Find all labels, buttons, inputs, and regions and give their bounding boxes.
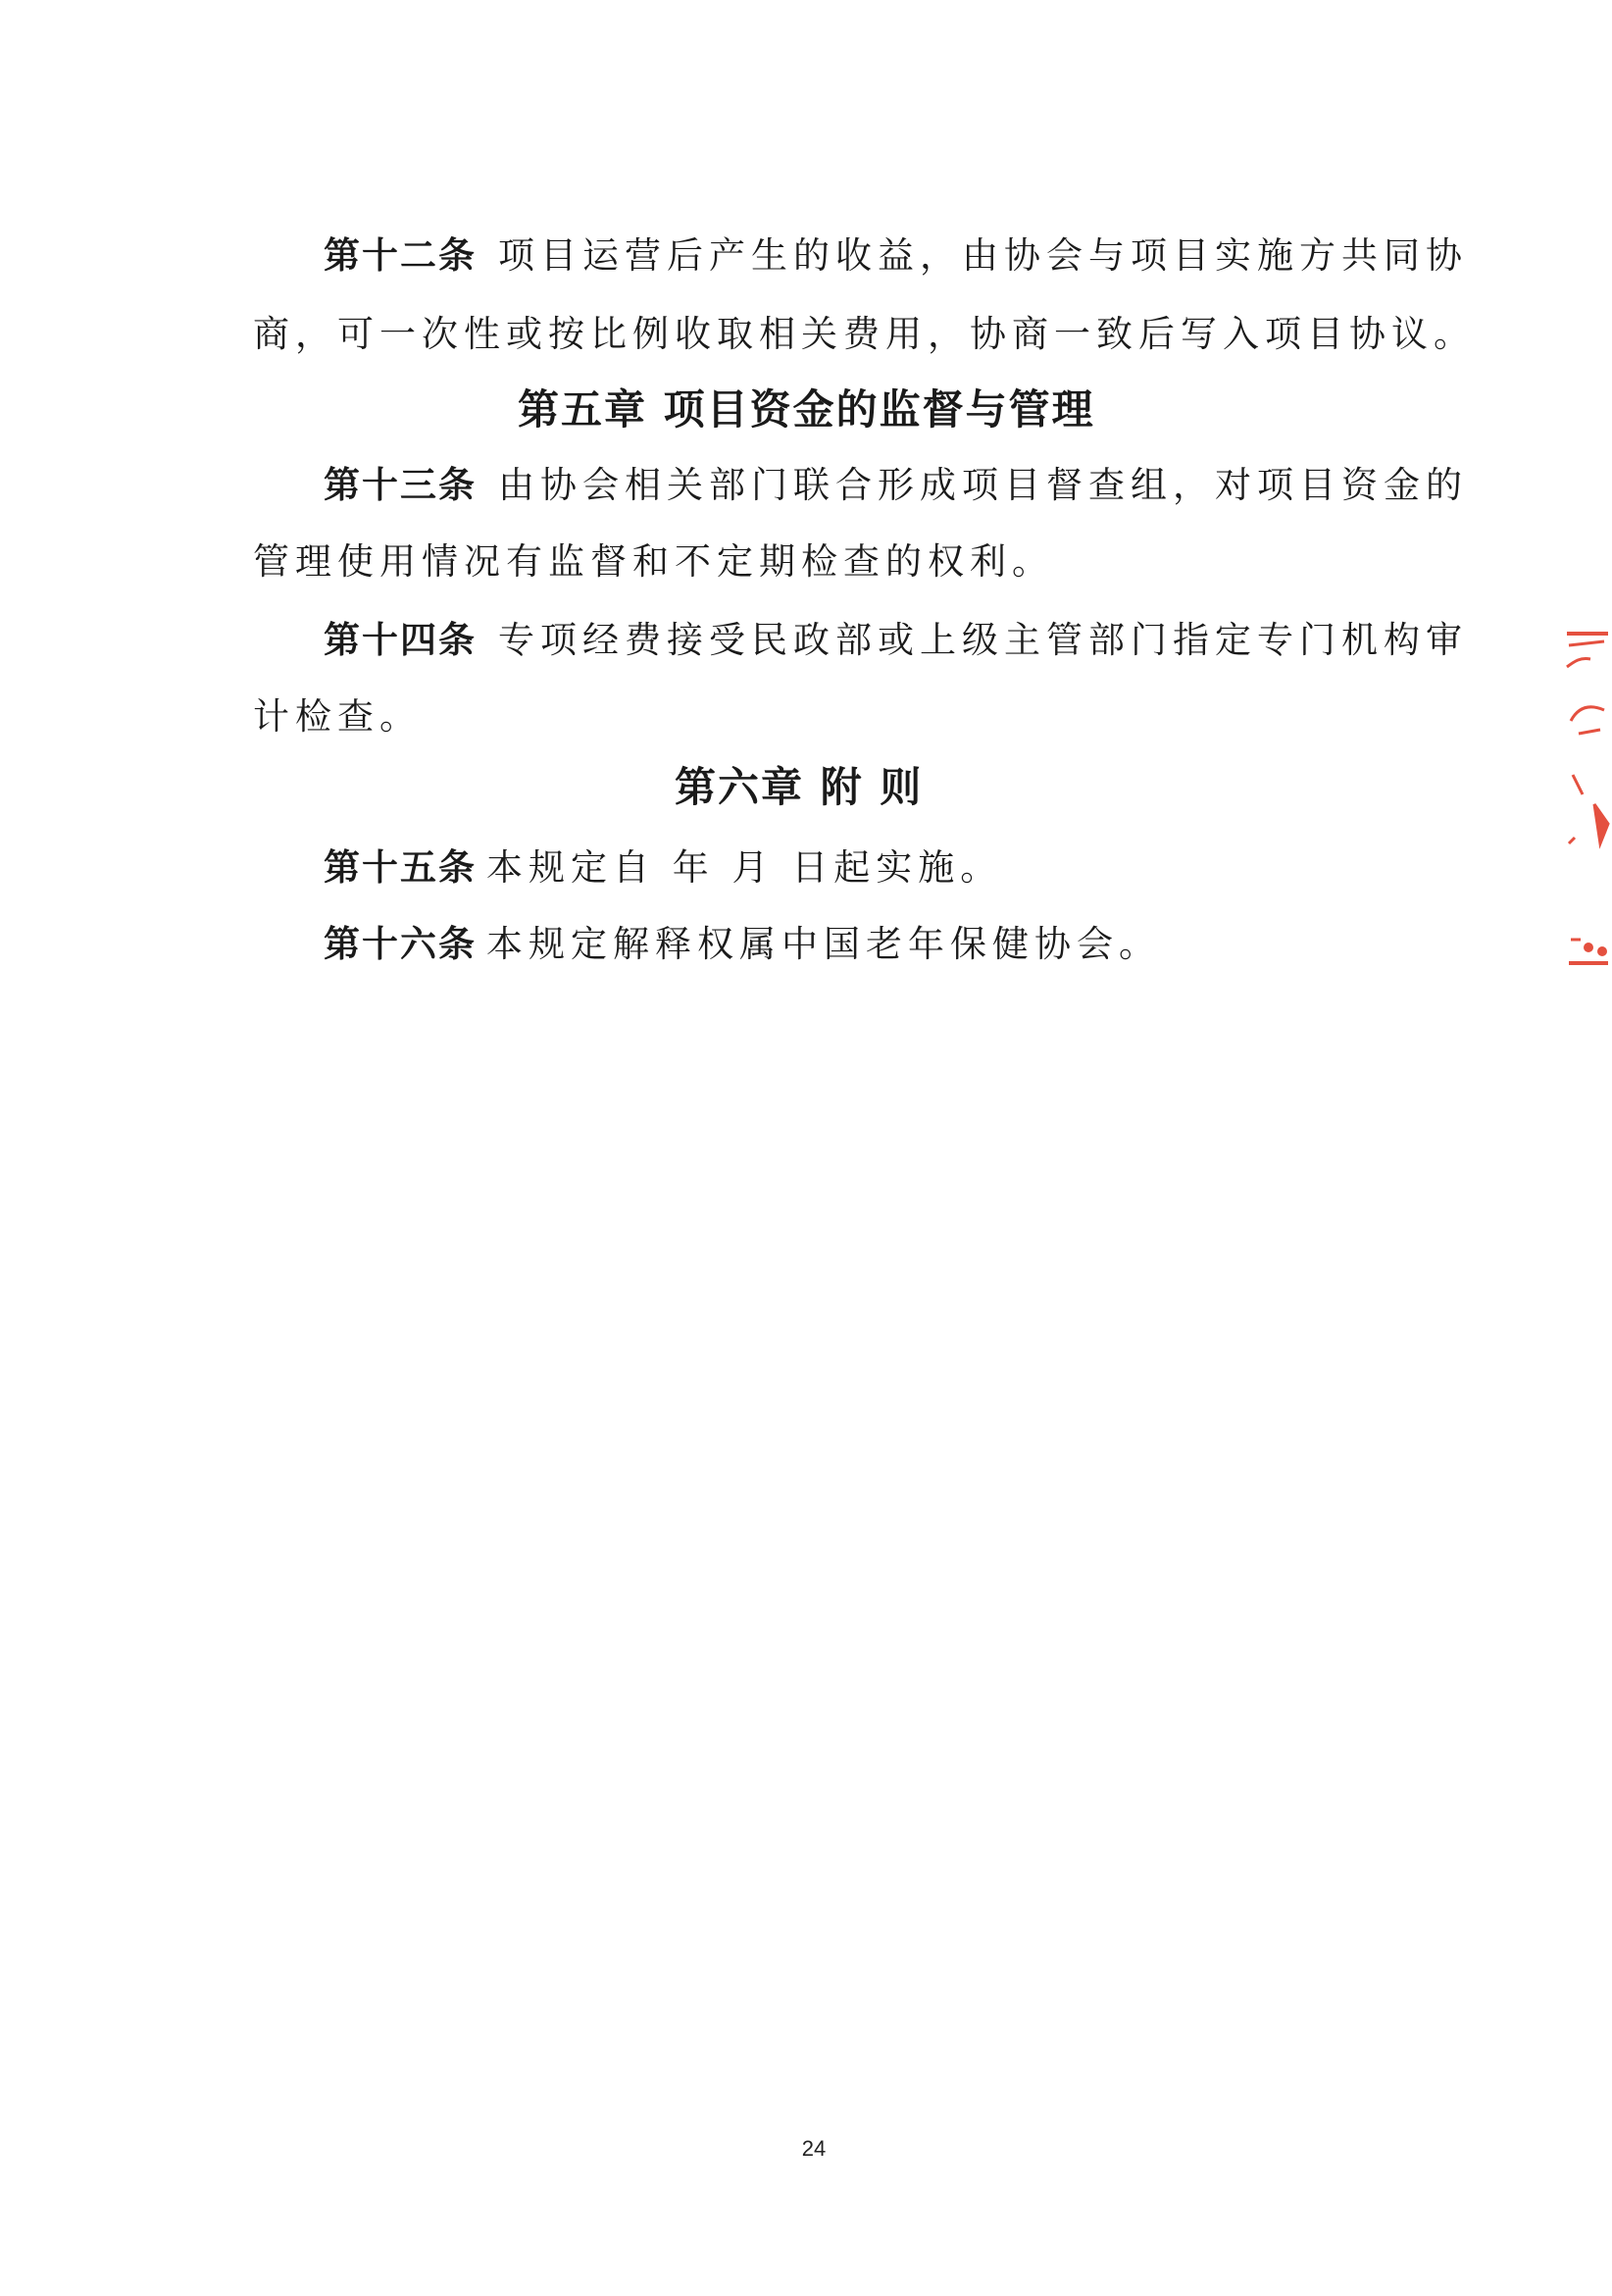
article-13-text-2: 管理使用情况有监督和不定期检查的权利。 bbox=[253, 540, 1054, 583]
article-12-text-2: 商，可一次性或按比例收取相关费用，协商一致后写入项目协议。 bbox=[253, 313, 1476, 355]
chapter-6-title: 第六章 附 则 bbox=[675, 763, 924, 811]
article-14-line-2 bbox=[253, 692, 422, 741]
article-14-label: 第十四条 bbox=[324, 619, 477, 661]
article-13-label: 第十三条 bbox=[324, 464, 477, 506]
article-12-line-1 bbox=[324, 231, 1468, 281]
article-16-label: 第十六条 bbox=[324, 923, 477, 965]
chapter-5-title: 第五章 项目资金的监督与管理 bbox=[518, 385, 1095, 434]
article-13-line-1 bbox=[324, 461, 1468, 510]
article-12-label: 第十二条 bbox=[324, 234, 477, 277]
article-13-text-1: 由协会相关部门联合形成项目督查组，对项目资金的 bbox=[498, 464, 1468, 506]
article-15-label: 第十五条 bbox=[324, 846, 477, 889]
article-14-line-1 bbox=[324, 616, 1468, 665]
article-16-line bbox=[324, 920, 1161, 969]
article-15-text: 本规定自 年 月 日起实施。 bbox=[486, 846, 1003, 889]
article-15-line bbox=[324, 843, 1002, 893]
page-number: 24 bbox=[801, 2136, 827, 2161]
article-13-line-2 bbox=[253, 537, 1054, 587]
article-16-text: 本规定解释权属中国老年保健协会。 bbox=[486, 923, 1161, 965]
article-14-text-1: 专项经费接受民政部或上级主管部门指定专门机构审 bbox=[498, 619, 1468, 661]
article-14-text-2: 计检查。 bbox=[253, 695, 422, 738]
red-seal-stamp-icon bbox=[1561, 628, 1612, 1000]
article-12-line-2 bbox=[253, 310, 1476, 359]
article-12-text-1: 项目运营后产生的收益，由协会与项目实施方共同协 bbox=[498, 234, 1468, 277]
